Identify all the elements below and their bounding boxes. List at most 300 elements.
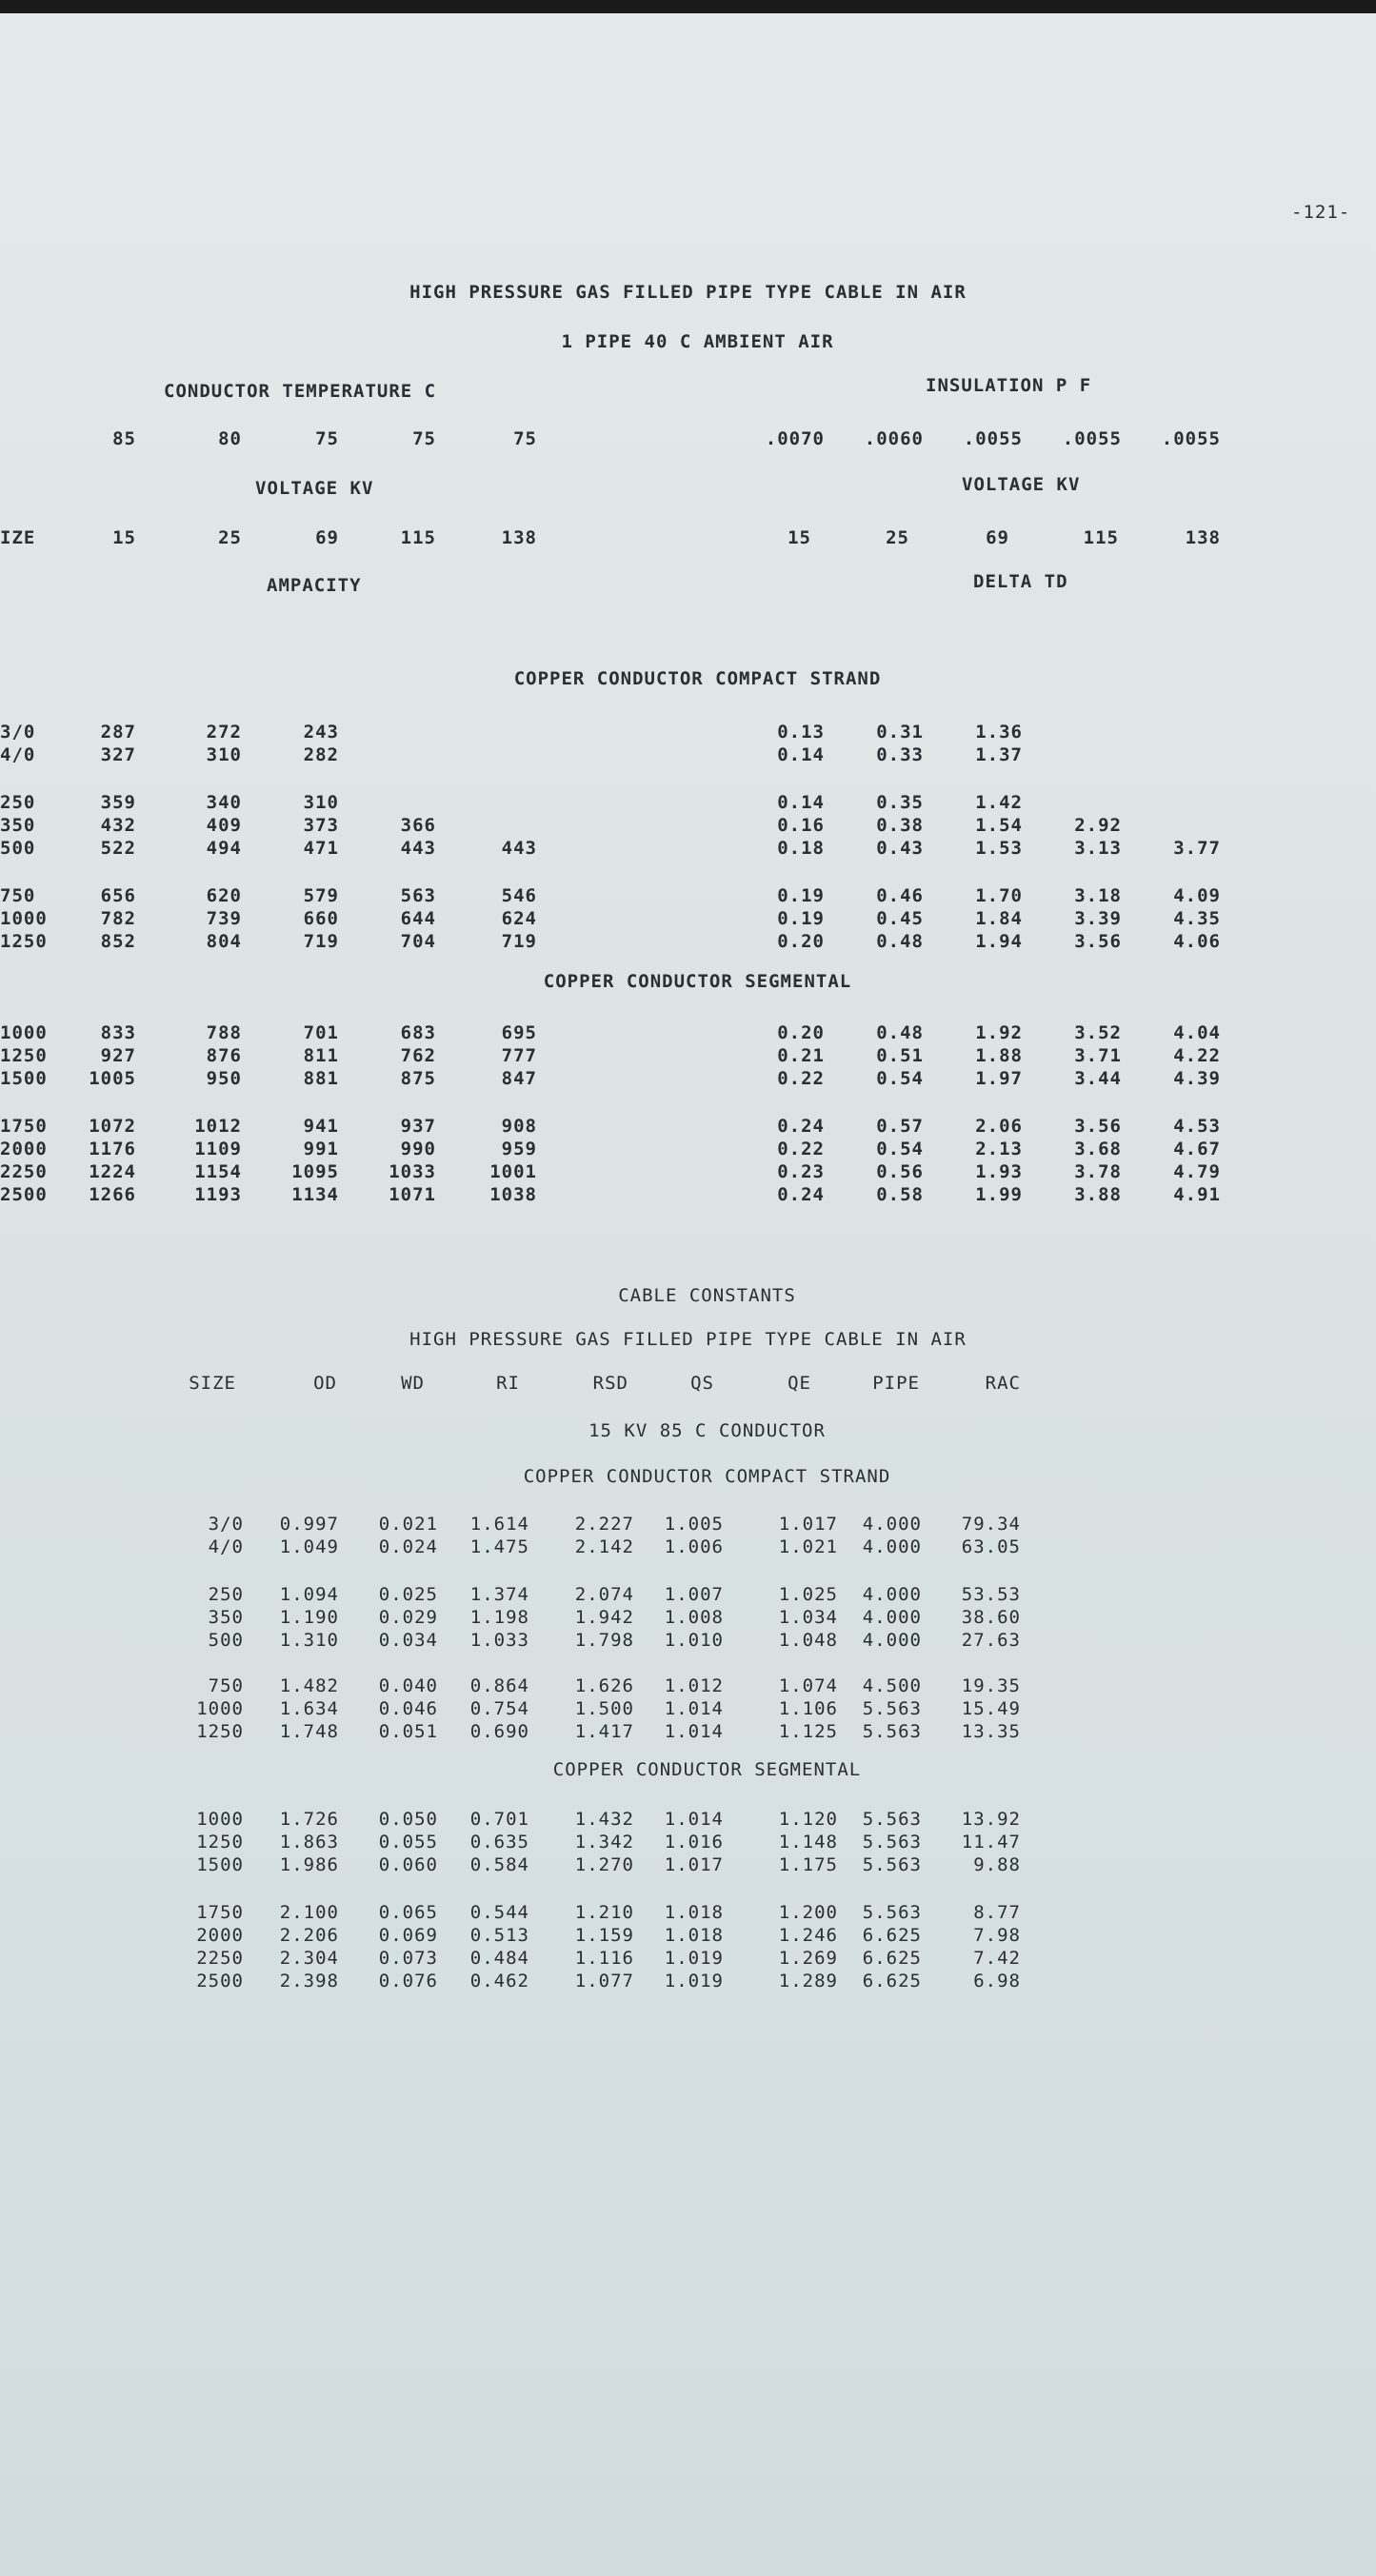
ampacity-cell: 282 — [303, 744, 339, 765]
row-size: 4/0 — [0, 744, 36, 765]
constants-cell: 5.563 — [862, 1721, 922, 1742]
constants-cell: 5.563 — [862, 1854, 922, 1875]
ampacity-cell: 719 — [501, 931, 537, 952]
ampacity-cell: 656 — [100, 885, 136, 906]
delta-td-cell: 0.45 — [876, 908, 924, 929]
ampacity-table-row — [0, 1045, 1376, 1068]
constants-cell: 1.159 — [574, 1925, 634, 1946]
constants-cell: 1.210 — [574, 1902, 634, 1923]
constants-table-row — [0, 1971, 1376, 1993]
ampacity-cell: 927 — [100, 1045, 136, 1066]
constants-cell: 1.014 — [664, 1698, 724, 1719]
constants-cell: 1.049 — [279, 1536, 339, 1557]
delta-td-cell: 4.04 — [1173, 1022, 1221, 1043]
constants-cell: 1.106 — [778, 1698, 838, 1719]
constants-cell: 9.88 — [973, 1854, 1021, 1875]
delta-td-cell: 3.68 — [1074, 1139, 1122, 1159]
ampacity-cell: 443 — [400, 838, 436, 859]
constants-cell: 0.584 — [469, 1854, 529, 1875]
ampacity-cell: 1176 — [89, 1139, 136, 1159]
ampacity-cell: 1109 — [194, 1139, 242, 1159]
delta-td-cell: 0.46 — [876, 885, 924, 906]
ampacity-cell: 409 — [206, 815, 242, 836]
kv-col-2: 25 — [218, 527, 242, 548]
constants-table-row — [0, 1832, 1376, 1854]
constants-cell: 2500 — [196, 1971, 244, 1991]
constants-cell: 1.116 — [574, 1948, 634, 1969]
constants-cell: 1.094 — [279, 1584, 339, 1605]
ampacity-cell: 366 — [400, 815, 436, 836]
delta-td-cell: 3.44 — [1074, 1068, 1122, 1089]
voltage-label-right: VOLTAGE KV — [962, 474, 1081, 495]
constants-cell: 11.47 — [961, 1832, 1021, 1853]
delta-td-cell: 0.18 — [777, 838, 825, 859]
constants-cell: 15.49 — [961, 1698, 1021, 1719]
constants-group-title-compact: COPPER CONDUCTOR COMPACT STRAND — [523, 1466, 891, 1487]
delta-td-cell: 4.53 — [1173, 1116, 1221, 1137]
delta-td-cell: 0.57 — [876, 1116, 924, 1137]
delta-td-cell: 0.19 — [777, 885, 825, 906]
ampacity-cell: 782 — [100, 908, 136, 929]
delta-td-cell: 0.48 — [876, 931, 924, 952]
ampacity-table-row — [0, 1022, 1376, 1045]
delta-td-cell: 1.99 — [975, 1184, 1023, 1205]
pf-col-3: .0055 — [963, 428, 1023, 449]
ampacity-table-row — [0, 1184, 1376, 1207]
ampacity-cell: 683 — [400, 1022, 436, 1043]
ampacity-cell: 546 — [501, 885, 537, 906]
constants-cell: 2.304 — [279, 1948, 339, 1969]
ampacity-cell: 310 — [206, 744, 242, 765]
delta-td-cell: 0.56 — [876, 1161, 924, 1182]
delta-td-cell: 4.39 — [1173, 1068, 1221, 1089]
constants-cell: 38.60 — [961, 1607, 1021, 1628]
constants-cell: 1.726 — [279, 1809, 339, 1830]
delta-td-cell: 3.56 — [1074, 1116, 1122, 1137]
pf-col-5: .0055 — [1161, 428, 1221, 449]
size-header: IZE — [0, 527, 36, 548]
pf-col-1: .0070 — [765, 428, 825, 449]
ampacity-table-row — [0, 931, 1376, 954]
constants-cell: 0.069 — [378, 1925, 438, 1946]
delta-td-cell: 2.06 — [975, 1116, 1023, 1137]
kv-right-col-5: 138 — [1185, 527, 1221, 548]
constants-table-row — [0, 1854, 1376, 1877]
ampacity-cell: 833 — [100, 1022, 136, 1043]
row-size: 3/0 — [0, 722, 36, 743]
constants-cell: 1.034 — [778, 1607, 838, 1628]
col-header-od: OD — [313, 1373, 337, 1394]
delta-td-label: DELTA TD — [973, 571, 1068, 592]
constants-cell: 1.125 — [778, 1721, 838, 1742]
constants-cell: 0.076 — [378, 1971, 438, 1991]
constants-cell: 0.462 — [469, 1971, 529, 1991]
kv-col-1: 15 — [112, 527, 136, 548]
delta-td-cell: 1.53 — [975, 838, 1023, 859]
constants-cell: 2.398 — [279, 1971, 339, 1991]
ampacity-cell: 937 — [400, 1116, 436, 1137]
delta-td-cell: 0.31 — [876, 722, 924, 743]
constants-cell: 1.482 — [279, 1675, 339, 1696]
constants-cell: 1.074 — [778, 1675, 838, 1696]
ampacity-table-row — [0, 885, 1376, 908]
col-header-pipe: PIPE — [872, 1373, 920, 1394]
delta-td-cell: 1.92 — [975, 1022, 1023, 1043]
ampacity-table-row — [0, 815, 1376, 838]
ampacity-cell: 373 — [303, 815, 339, 836]
delta-td-cell: 0.19 — [777, 908, 825, 929]
constants-cell: 2000 — [196, 1925, 244, 1946]
ampacity-cell: 695 — [501, 1022, 537, 1043]
row-size: 1750 — [0, 1116, 48, 1137]
constants-cell: 1.175 — [778, 1854, 838, 1875]
ampacity-cell: 494 — [206, 838, 242, 859]
conductor-temp-label: CONDUCTOR TEMPERATURE C — [164, 381, 437, 402]
ampacity-table-row — [0, 1068, 1376, 1091]
kv-col-5: 138 — [501, 527, 537, 548]
row-size: 1000 — [0, 908, 48, 929]
constants-cell: 4.500 — [862, 1675, 922, 1696]
delta-td-cell: 0.16 — [777, 815, 825, 836]
constants-cell: 1.417 — [574, 1721, 634, 1742]
ampacity-group-title-compact: COPPER CONDUCTOR COMPACT STRAND — [513, 668, 882, 689]
constants-cell: 1.986 — [279, 1854, 339, 1875]
col-header-qs: QS — [690, 1373, 714, 1394]
constants-condition: 15 KV 85 C CONDUCTOR — [588, 1420, 826, 1441]
delta-td-cell: 3.88 — [1074, 1184, 1122, 1205]
ampacity-cell: 471 — [303, 838, 339, 859]
constants-cell: 6.625 — [862, 1925, 922, 1946]
constants-cell: 2250 — [196, 1948, 244, 1969]
delta-td-cell: 1.70 — [975, 885, 1023, 906]
ampacity-cell: 644 — [400, 908, 436, 929]
kv-right-col-1: 15 — [788, 527, 811, 548]
constants-cell: 1.007 — [664, 1584, 724, 1605]
constants-cell: 5.563 — [862, 1902, 922, 1923]
constants-cell: 1.005 — [664, 1514, 724, 1535]
constants-cell: 0.073 — [378, 1948, 438, 1969]
delta-td-cell: 1.37 — [975, 744, 1023, 765]
delta-td-cell: 1.36 — [975, 722, 1023, 743]
constants-cell: 19.35 — [961, 1675, 1021, 1696]
ampacity-label: AMPACITY — [267, 575, 362, 596]
page-number: -121- — [1291, 202, 1351, 223]
ampacity-cell: 340 — [206, 792, 242, 813]
delta-td-cell: 0.54 — [876, 1139, 924, 1159]
ampacity-cell: 991 — [303, 1139, 339, 1159]
delta-td-cell: 3.78 — [1074, 1161, 1122, 1182]
constants-cell: 2.142 — [574, 1536, 634, 1557]
delta-td-cell: 0.22 — [777, 1139, 825, 1159]
constants-table-row — [0, 1536, 1376, 1559]
constants-cell: 1.017 — [664, 1854, 724, 1875]
delta-td-cell: 4.09 — [1173, 885, 1221, 906]
ampacity-cell: 1154 — [194, 1161, 242, 1182]
constants-table-row — [0, 1948, 1376, 1971]
constants-table-row — [0, 1902, 1376, 1925]
ampacity-table-row — [0, 908, 1376, 931]
constants-cell: 13.35 — [961, 1721, 1021, 1742]
row-size: 2250 — [0, 1161, 48, 1182]
voltage-label-left: VOLTAGE KV — [255, 478, 374, 499]
constants-cell: 1.014 — [664, 1721, 724, 1742]
ampacity-cell: 719 — [303, 931, 339, 952]
delta-td-cell: 0.38 — [876, 815, 924, 836]
ampacity-cell: 1001 — [489, 1161, 537, 1182]
constants-cell: 0.051 — [378, 1721, 438, 1742]
constants-cell: 4.000 — [862, 1607, 922, 1628]
ampacity-cell: 804 — [206, 931, 242, 952]
pf-col-2: .0060 — [864, 428, 924, 449]
constants-cell: 1.190 — [279, 1607, 339, 1628]
constants-cell: 0.997 — [279, 1514, 339, 1535]
constants-cell: 1.626 — [574, 1675, 634, 1696]
ampacity-table-row — [0, 744, 1376, 767]
delta-td-cell: 3.77 — [1173, 838, 1221, 859]
constants-cell: 1.018 — [664, 1925, 724, 1946]
constants-cell: 0.544 — [469, 1902, 529, 1923]
constants-group-title-segmental: COPPER CONDUCTOR SEGMENTAL — [552, 1759, 862, 1780]
row-size: 500 — [0, 838, 36, 859]
ampacity-cell: 1071 — [389, 1184, 436, 1205]
constants-cell: 1.863 — [279, 1832, 339, 1853]
constants-cell: 5.563 — [862, 1832, 922, 1853]
delta-td-cell: 0.51 — [876, 1045, 924, 1066]
delta-td-cell: 0.20 — [777, 931, 825, 952]
constants-cell: 1.033 — [469, 1630, 529, 1651]
col-header-rsd: RSD — [592, 1373, 628, 1394]
constants-cell: 1.289 — [778, 1971, 838, 1991]
constants-cell: 2.206 — [279, 1925, 339, 1946]
constants-cell: 1.270 — [574, 1854, 634, 1875]
delta-td-cell: 4.91 — [1173, 1184, 1221, 1205]
constants-cell: 7.42 — [973, 1948, 1021, 1969]
ampacity-cell: 852 — [100, 931, 136, 952]
ampacity-cell: 941 — [303, 1116, 339, 1137]
ampacity-table-row — [0, 1139, 1376, 1161]
ampacity-subtitle: 1 PIPE 40 C AMBIENT AIR — [561, 331, 834, 352]
constants-cell: 1.475 — [469, 1536, 529, 1557]
constants-cell: 2.100 — [279, 1902, 339, 1923]
pf-col-4: .0055 — [1062, 428, 1122, 449]
constants-cell: 0.040 — [378, 1675, 438, 1696]
constants-cell: 1.006 — [664, 1536, 724, 1557]
delta-td-cell: 0.22 — [777, 1068, 825, 1089]
row-size: 350 — [0, 815, 36, 836]
ampacity-table-row — [0, 1116, 1376, 1139]
constants-cell: 6.625 — [862, 1948, 922, 1969]
kv-right-col-4: 115 — [1083, 527, 1119, 548]
delta-td-cell: 1.97 — [975, 1068, 1023, 1089]
ampacity-cell: 704 — [400, 931, 436, 952]
delta-td-cell: 3.13 — [1074, 838, 1122, 859]
constants-cell: 3/0 — [208, 1514, 244, 1535]
constants-cell: 1000 — [196, 1698, 244, 1719]
ampacity-cell: 739 — [206, 908, 242, 929]
delta-td-cell: 3.56 — [1074, 931, 1122, 952]
constants-cell: 1750 — [196, 1902, 244, 1923]
constants-cell: 1.614 — [469, 1514, 529, 1535]
delta-td-cell: 4.22 — [1173, 1045, 1221, 1066]
constants-cell: 500 — [208, 1630, 244, 1651]
constants-cell: 0.513 — [469, 1925, 529, 1946]
constants-title: CABLE CONSTANTS — [618, 1285, 796, 1306]
constants-cell: 0.050 — [378, 1809, 438, 1830]
constants-table-row — [0, 1675, 1376, 1698]
constants-cell: 13.92 — [961, 1809, 1021, 1830]
temp-col-3: 75 — [315, 428, 339, 449]
constants-cell: 4.000 — [862, 1630, 922, 1651]
constants-cell: 27.63 — [961, 1630, 1021, 1651]
delta-td-cell: 2.13 — [975, 1139, 1023, 1159]
constants-cell: 0.690 — [469, 1721, 529, 1742]
temp-col-5: 75 — [513, 428, 537, 449]
constants-cell: 1.269 — [778, 1948, 838, 1969]
ampacity-cell: 1033 — [389, 1161, 436, 1182]
ampacity-cell: 959 — [501, 1139, 537, 1159]
ampacity-cell: 1005 — [89, 1068, 136, 1089]
ampacity-cell: 579 — [303, 885, 339, 906]
col-header-size: SIZE — [189, 1373, 236, 1394]
ampacity-cell: 563 — [400, 885, 436, 906]
kv-right-col-3: 69 — [986, 527, 1009, 548]
constants-cell: 0.754 — [469, 1698, 529, 1719]
constants-cell: 2.074 — [574, 1584, 634, 1605]
delta-td-cell: 0.48 — [876, 1022, 924, 1043]
ampacity-cell: 272 — [206, 722, 242, 743]
ampacity-cell: 1095 — [291, 1161, 339, 1182]
delta-td-cell: 3.52 — [1074, 1022, 1122, 1043]
delta-td-cell: 0.23 — [777, 1161, 825, 1182]
constants-cell: 1.342 — [574, 1832, 634, 1853]
constants-cell: 5.563 — [862, 1809, 922, 1830]
constants-cell: 8.77 — [973, 1902, 1021, 1923]
delta-td-cell: 4.67 — [1173, 1139, 1221, 1159]
delta-td-cell: 1.54 — [975, 815, 1023, 836]
ampacity-cell: 624 — [501, 908, 537, 929]
constants-cell: 0.055 — [378, 1832, 438, 1853]
ampacity-table-row — [0, 1161, 1376, 1184]
constants-cell: 1.148 — [778, 1832, 838, 1853]
temp-col-4: 75 — [412, 428, 436, 449]
constants-cell: 0.024 — [378, 1536, 438, 1557]
constants-cell: 0.065 — [378, 1902, 438, 1923]
constants-cell: 1.120 — [778, 1809, 838, 1830]
constants-header-row — [0, 1373, 1376, 1396]
constants-table-row — [0, 1607, 1376, 1630]
ampacity-cell: 990 — [400, 1139, 436, 1159]
ampacity-cell: 876 — [206, 1045, 242, 1066]
row-size: 1250 — [0, 931, 48, 952]
temp-col-2: 80 — [218, 428, 242, 449]
constants-table-row — [0, 1721, 1376, 1744]
constants-cell: 6.625 — [862, 1971, 922, 1991]
ampacity-cell: 1012 — [194, 1116, 242, 1137]
row-size: 1250 — [0, 1045, 48, 1066]
constants-table-row — [0, 1584, 1376, 1607]
ampacity-cell: 950 — [206, 1068, 242, 1089]
ampacity-cell: 1266 — [89, 1184, 136, 1205]
ampacity-cell: 701 — [303, 1022, 339, 1043]
row-size: 2500 — [0, 1184, 48, 1205]
ampacity-cell: 1038 — [489, 1184, 537, 1205]
kv-col-4: 115 — [400, 527, 436, 548]
kv-right-col-2: 25 — [886, 527, 909, 548]
ampacity-cell: 660 — [303, 908, 339, 929]
constants-cell: 4.000 — [862, 1514, 922, 1535]
row-size: 1000 — [0, 1022, 48, 1043]
constants-cell: 1.017 — [778, 1514, 838, 1535]
constants-cell: 1.432 — [574, 1809, 634, 1830]
col-header-ri: RI — [496, 1373, 520, 1394]
kv-col-3: 69 — [315, 527, 339, 548]
constants-cell: 7.98 — [973, 1925, 1021, 1946]
constants-cell: 1250 — [196, 1721, 244, 1742]
col-header-qe: QE — [788, 1373, 811, 1394]
conductor-temp-row — [0, 428, 1376, 451]
delta-td-cell: 0.20 — [777, 1022, 825, 1043]
ampacity-cell: 359 — [100, 792, 136, 813]
constants-cell: 1000 — [196, 1809, 244, 1830]
delta-td-cell: 0.24 — [777, 1116, 825, 1137]
ampacity-cell: 620 — [206, 885, 242, 906]
ampacity-cell: 881 — [303, 1068, 339, 1089]
document-page — [0, 13, 1376, 2576]
delta-td-cell: 0.14 — [777, 792, 825, 813]
insulation-pf-label: INSULATION P F — [926, 375, 1092, 396]
col-header-wd: WD — [401, 1373, 425, 1394]
constants-cell: 5.563 — [862, 1698, 922, 1719]
ampacity-cell: 432 — [100, 815, 136, 836]
constants-cell: 1.500 — [574, 1698, 634, 1719]
constants-cell: 250 — [208, 1584, 244, 1605]
constants-cell: 0.635 — [469, 1832, 529, 1853]
constants-cell: 0.021 — [378, 1514, 438, 1535]
delta-td-cell: 0.13 — [777, 722, 825, 743]
voltage-row — [0, 527, 1376, 550]
constants-cell: 1.021 — [778, 1536, 838, 1557]
delta-td-cell: 0.43 — [876, 838, 924, 859]
constants-cell: 1.012 — [664, 1675, 724, 1696]
constants-table-row — [0, 1809, 1376, 1832]
constants-cell: 1.019 — [664, 1948, 724, 1969]
constants-cell: 1.077 — [574, 1971, 634, 1991]
constants-table-row — [0, 1630, 1376, 1653]
ampacity-cell: 875 — [400, 1068, 436, 1089]
constants-cell: 350 — [208, 1607, 244, 1628]
constants-cell: 4/0 — [208, 1536, 244, 1557]
delta-td-cell: 0.35 — [876, 792, 924, 813]
constants-cell: 1.748 — [279, 1721, 339, 1742]
constants-cell: 0.484 — [469, 1948, 529, 1969]
constants-cell: 1.008 — [664, 1607, 724, 1628]
constants-cell: 1.048 — [778, 1630, 838, 1651]
ampacity-cell: 522 — [100, 838, 136, 859]
delta-td-cell: 1.84 — [975, 908, 1023, 929]
constants-cell: 4.000 — [862, 1584, 922, 1605]
delta-td-cell: 0.58 — [876, 1184, 924, 1205]
constants-cell: 1.310 — [279, 1630, 339, 1651]
ampacity-cell: 243 — [303, 722, 339, 743]
col-header-rac: RAC — [985, 1373, 1021, 1394]
ampacity-table-row — [0, 792, 1376, 815]
delta-td-cell: 4.06 — [1173, 931, 1221, 952]
temp-col-1: 85 — [112, 428, 136, 449]
constants-table-row — [0, 1698, 1376, 1721]
constants-cell: 1.019 — [664, 1971, 724, 1991]
constants-cell: 1250 — [196, 1832, 244, 1853]
constants-cell: 0.025 — [378, 1584, 438, 1605]
